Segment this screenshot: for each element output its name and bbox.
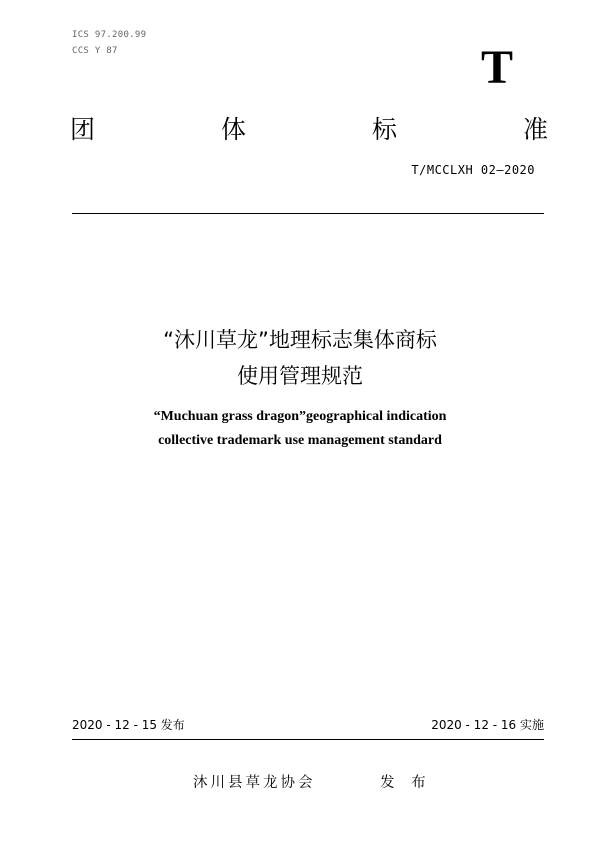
chinese-title-line-1: “沐川草龙”地理标志集体商标 (163, 328, 437, 352)
english-title-line-1: “Muchuan grass dragon”geographical indication (153, 409, 447, 424)
ccs-code: CCS Y 87 (72, 46, 118, 56)
standard-type-char: 标 (371, 115, 397, 144)
footer-divider (72, 739, 544, 740)
standard-type-char: 团 (70, 115, 96, 144)
standard-letter: T (481, 41, 514, 94)
standard-code: T/MCCLXH 02—2020 (411, 163, 535, 177)
ics-code: ICS 97.200.99 (72, 30, 147, 40)
standard-type-char: 准 (522, 115, 548, 144)
chinese-title-line-2: 使用管理规范 (237, 364, 363, 388)
header-divider (72, 213, 544, 214)
standard-type-char: 体 (220, 115, 246, 144)
publisher-name: 沐川县草龙协会 (193, 775, 316, 791)
english-title-line-2: collective trademark use management standard (158, 433, 442, 448)
standard-type-heading (70, 114, 548, 146)
publish-label: 发 布 (380, 775, 432, 791)
release-date: 2020 - 12 - 15 发布 (72, 718, 185, 732)
implementation-date: 2020 - 12 - 16 实施 (431, 718, 544, 732)
